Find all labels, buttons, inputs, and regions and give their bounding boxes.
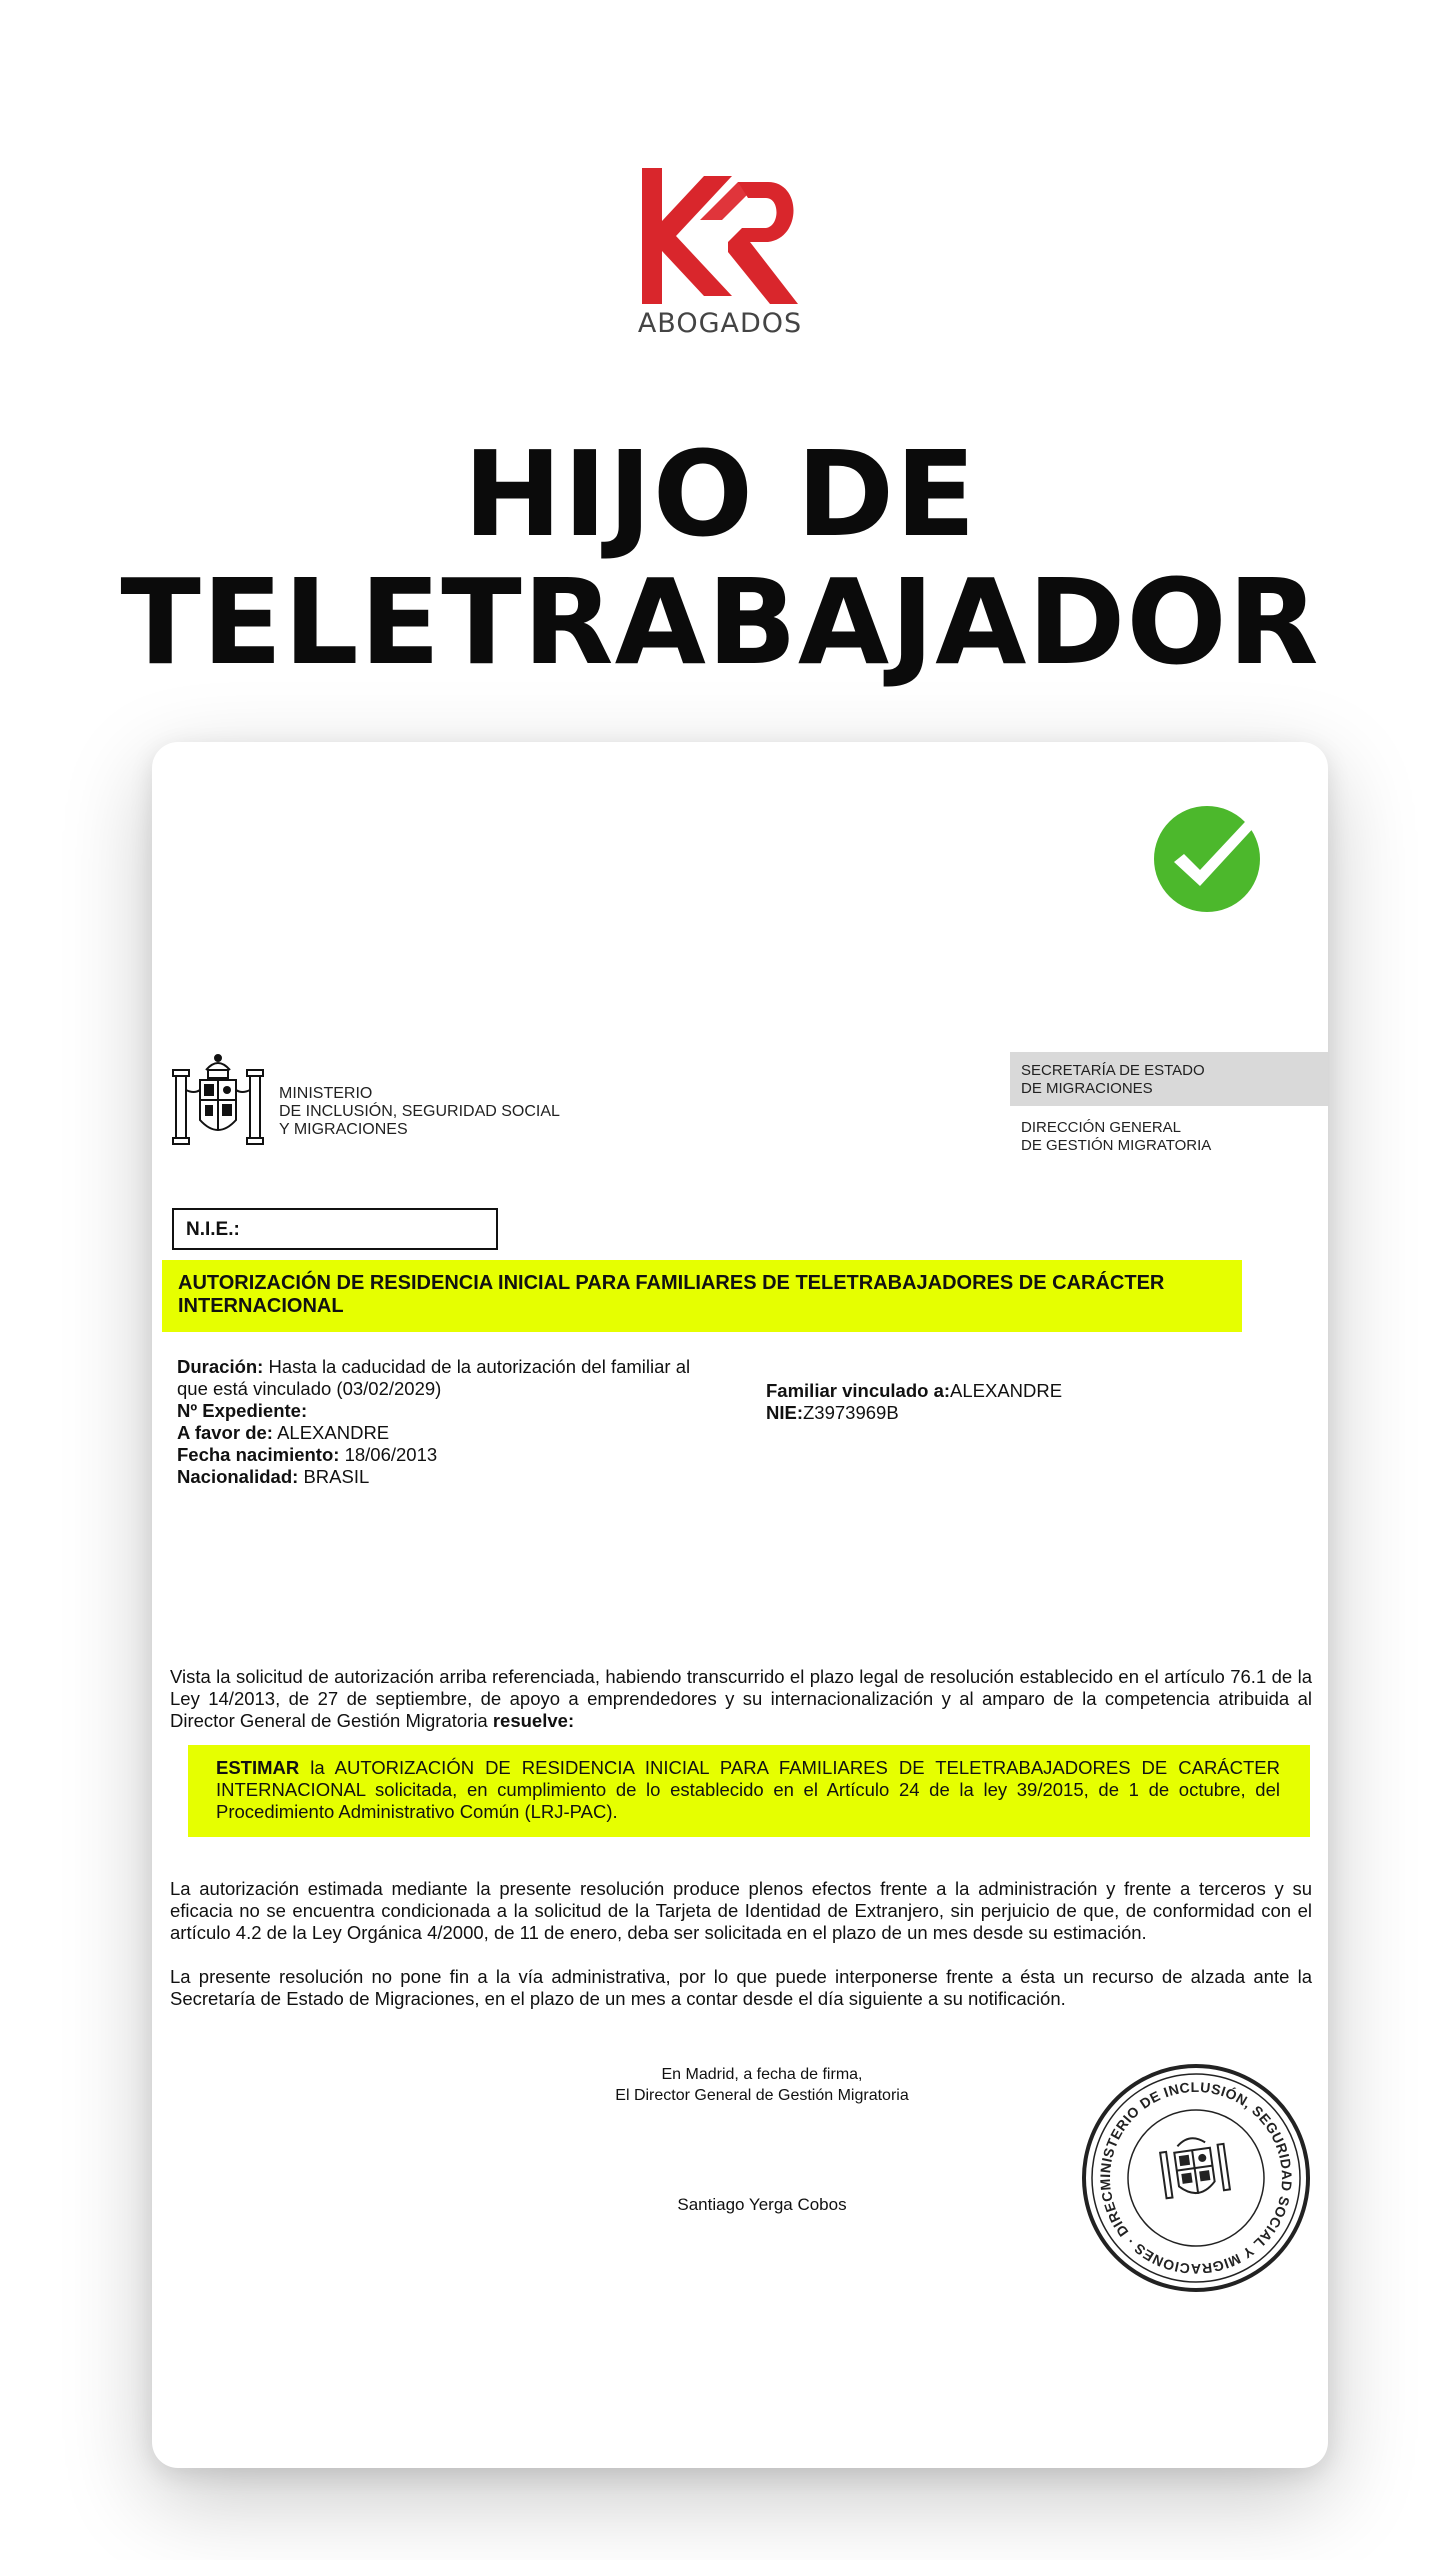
direccion-line-2: DE GESTIÓN MIGRATORIA	[1021, 1137, 1212, 1154]
favor-value: ALEXANDRE	[277, 1422, 390, 1443]
signature-block	[552, 2064, 972, 2106]
signature-place: En Madrid, a fecha de firma,	[661, 2066, 863, 2083]
familiar-row	[766, 1380, 1266, 1402]
nacionalidad-row	[177, 1466, 717, 1488]
kr-logo-icon	[642, 168, 798, 304]
headline-line-1: HIJO DE	[463, 425, 977, 563]
ministry-line-2: DE INCLUSIÓN, SEGURIDAD SOCIAL	[279, 1103, 560, 1120]
resolution-document-card	[152, 742, 1328, 2468]
linked-nie-row	[766, 1402, 1266, 1424]
linked-nie-value: Z3973969B	[803, 1402, 899, 1423]
effects-paragraph: La autorización estimada mediante la presente resolución produce plenos efectos frente a la administración y frente a terceros y su eficacia no se encuentra condicionada a la solicitud de la Tarjeta de Identidad de Extranjero, sin perjuicio de que, de conformidad con el artículo 4.2 de la Ley Orgánica 4/2000, de 11 de enero, deba ser solicitada en el plazo de un mes desde su estimación.	[170, 1878, 1312, 1943]
linked-nie-label: NIE:	[766, 1402, 803, 1423]
authorization-title	[162, 1260, 1242, 1332]
duracion-value-2: que está vinculado (03/02/2029)	[177, 1378, 442, 1399]
seal-text: MINISTERIO DE INCLUSIÓN, SEGURIDAD SOCIAL Y MIGRACIONES · DIRECCIÓN	[1096, 2078, 1296, 2278]
expediente-row	[177, 1400, 717, 1422]
nacimiento-label: Fecha nacimiento:	[177, 1444, 340, 1465]
headline-line-2: TELETRABAJADOR	[120, 553, 1320, 691]
familiar-label: Familiar vinculado a:	[766, 1380, 951, 1401]
nacimiento-row	[177, 1444, 717, 1466]
logo-wordmark: ABOGADOS	[637, 308, 803, 339]
linked-family-details	[766, 1380, 1266, 1424]
nacionalidad-label: Nacionalidad:	[177, 1466, 299, 1487]
applicant-details	[177, 1356, 717, 1488]
estimar-resolution	[188, 1745, 1310, 1837]
nacionalidad-value: BRASIL	[303, 1466, 370, 1487]
ministry-line-3: Y MIGRACIONES	[279, 1121, 408, 1138]
approved-check-icon	[1152, 804, 1272, 914]
ministry-name	[279, 1085, 560, 1139]
favor-row	[177, 1422, 717, 1444]
expediente-label: Nº Expediente:	[177, 1400, 308, 1421]
spain-coat-of-arms-icon	[168, 1050, 268, 1154]
direccion-line-1: DIRECCIÓN GENERAL	[1021, 1119, 1182, 1136]
duracion-label: Duración:	[177, 1356, 264, 1377]
authorization-title-line-2: INTERNACIONAL	[178, 1295, 344, 1317]
signer-name: Santiago Yerga Cobos	[677, 2195, 847, 2214]
authorization-title-line-1: AUTORIZACIÓN DE RESIDENCIA INICIAL PARA FAMILIARES DE TELETRABAJADORES DE CARÁCTER	[178, 1272, 1165, 1294]
signature-role: El Director General de Gestión Migratoria	[615, 2087, 909, 2104]
nie-field-box: N.I.E.:	[172, 1208, 498, 1250]
ministry-line-1: MINISTERIO	[279, 1085, 373, 1102]
secretaria-label	[1021, 1062, 1205, 1098]
kr-abogados-logo	[624, 168, 816, 348]
duracion-row	[177, 1356, 717, 1378]
secretaria-line-2: DE MIGRACIONES	[1021, 1080, 1153, 1097]
appeal-paragraph: La presente resolución no pone fin a la vía administrativa, por lo que puede interponerse frente a ésta un recurso de alzada ante la Secretaría de Estado de Migraciones, en el plazo de un mes a contar desde el día siguiente a su notificación.	[170, 1966, 1312, 2009]
official-seal-stamp	[1078, 2060, 1314, 2296]
estimar-text: la AUTORIZACIÓN DE RESIDENCIA INICIAL PARA FAMILIARES DE TELETRABAJADORES DE CARÁCTER INTERNACIONAL solicitada, en cumplimiento de lo establecido en el Artículo 24 de la ley 39/2015, de 1 de octubre, del Procedimiento Administrativo Común (LRJ-PAC).	[216, 1757, 1280, 1822]
page-headline	[0, 425, 1440, 691]
resuelve-label: resuelve:	[492, 1710, 575, 1731]
estimar-label: ESTIMAR	[216, 1757, 300, 1778]
resolution-preamble	[170, 1666, 1312, 1732]
duracion-value-1: Hasta la caducidad de la autorización del familiar al	[268, 1356, 691, 1377]
secretaria-line-1: SECRETARÍA DE ESTADO	[1021, 1062, 1205, 1079]
preamble-text: Vista la solicitud de autorización arriba referenciada, habiendo transcurrido el plazo legal de resolución establecido en el artículo 76.1 de la Ley 14/2013, de 27 de septiembre, de apoyo a emprendedores y su internacionalización y al amparo de la competencia atribuida al Director General de Gestión Migratoria	[170, 1666, 1312, 1731]
familiar-value: ALEXANDRE	[950, 1380, 1063, 1401]
direccion-label	[1021, 1119, 1211, 1155]
nacimiento-value: 18/06/2013	[344, 1444, 438, 1465]
favor-label: A favor de:	[177, 1422, 273, 1443]
